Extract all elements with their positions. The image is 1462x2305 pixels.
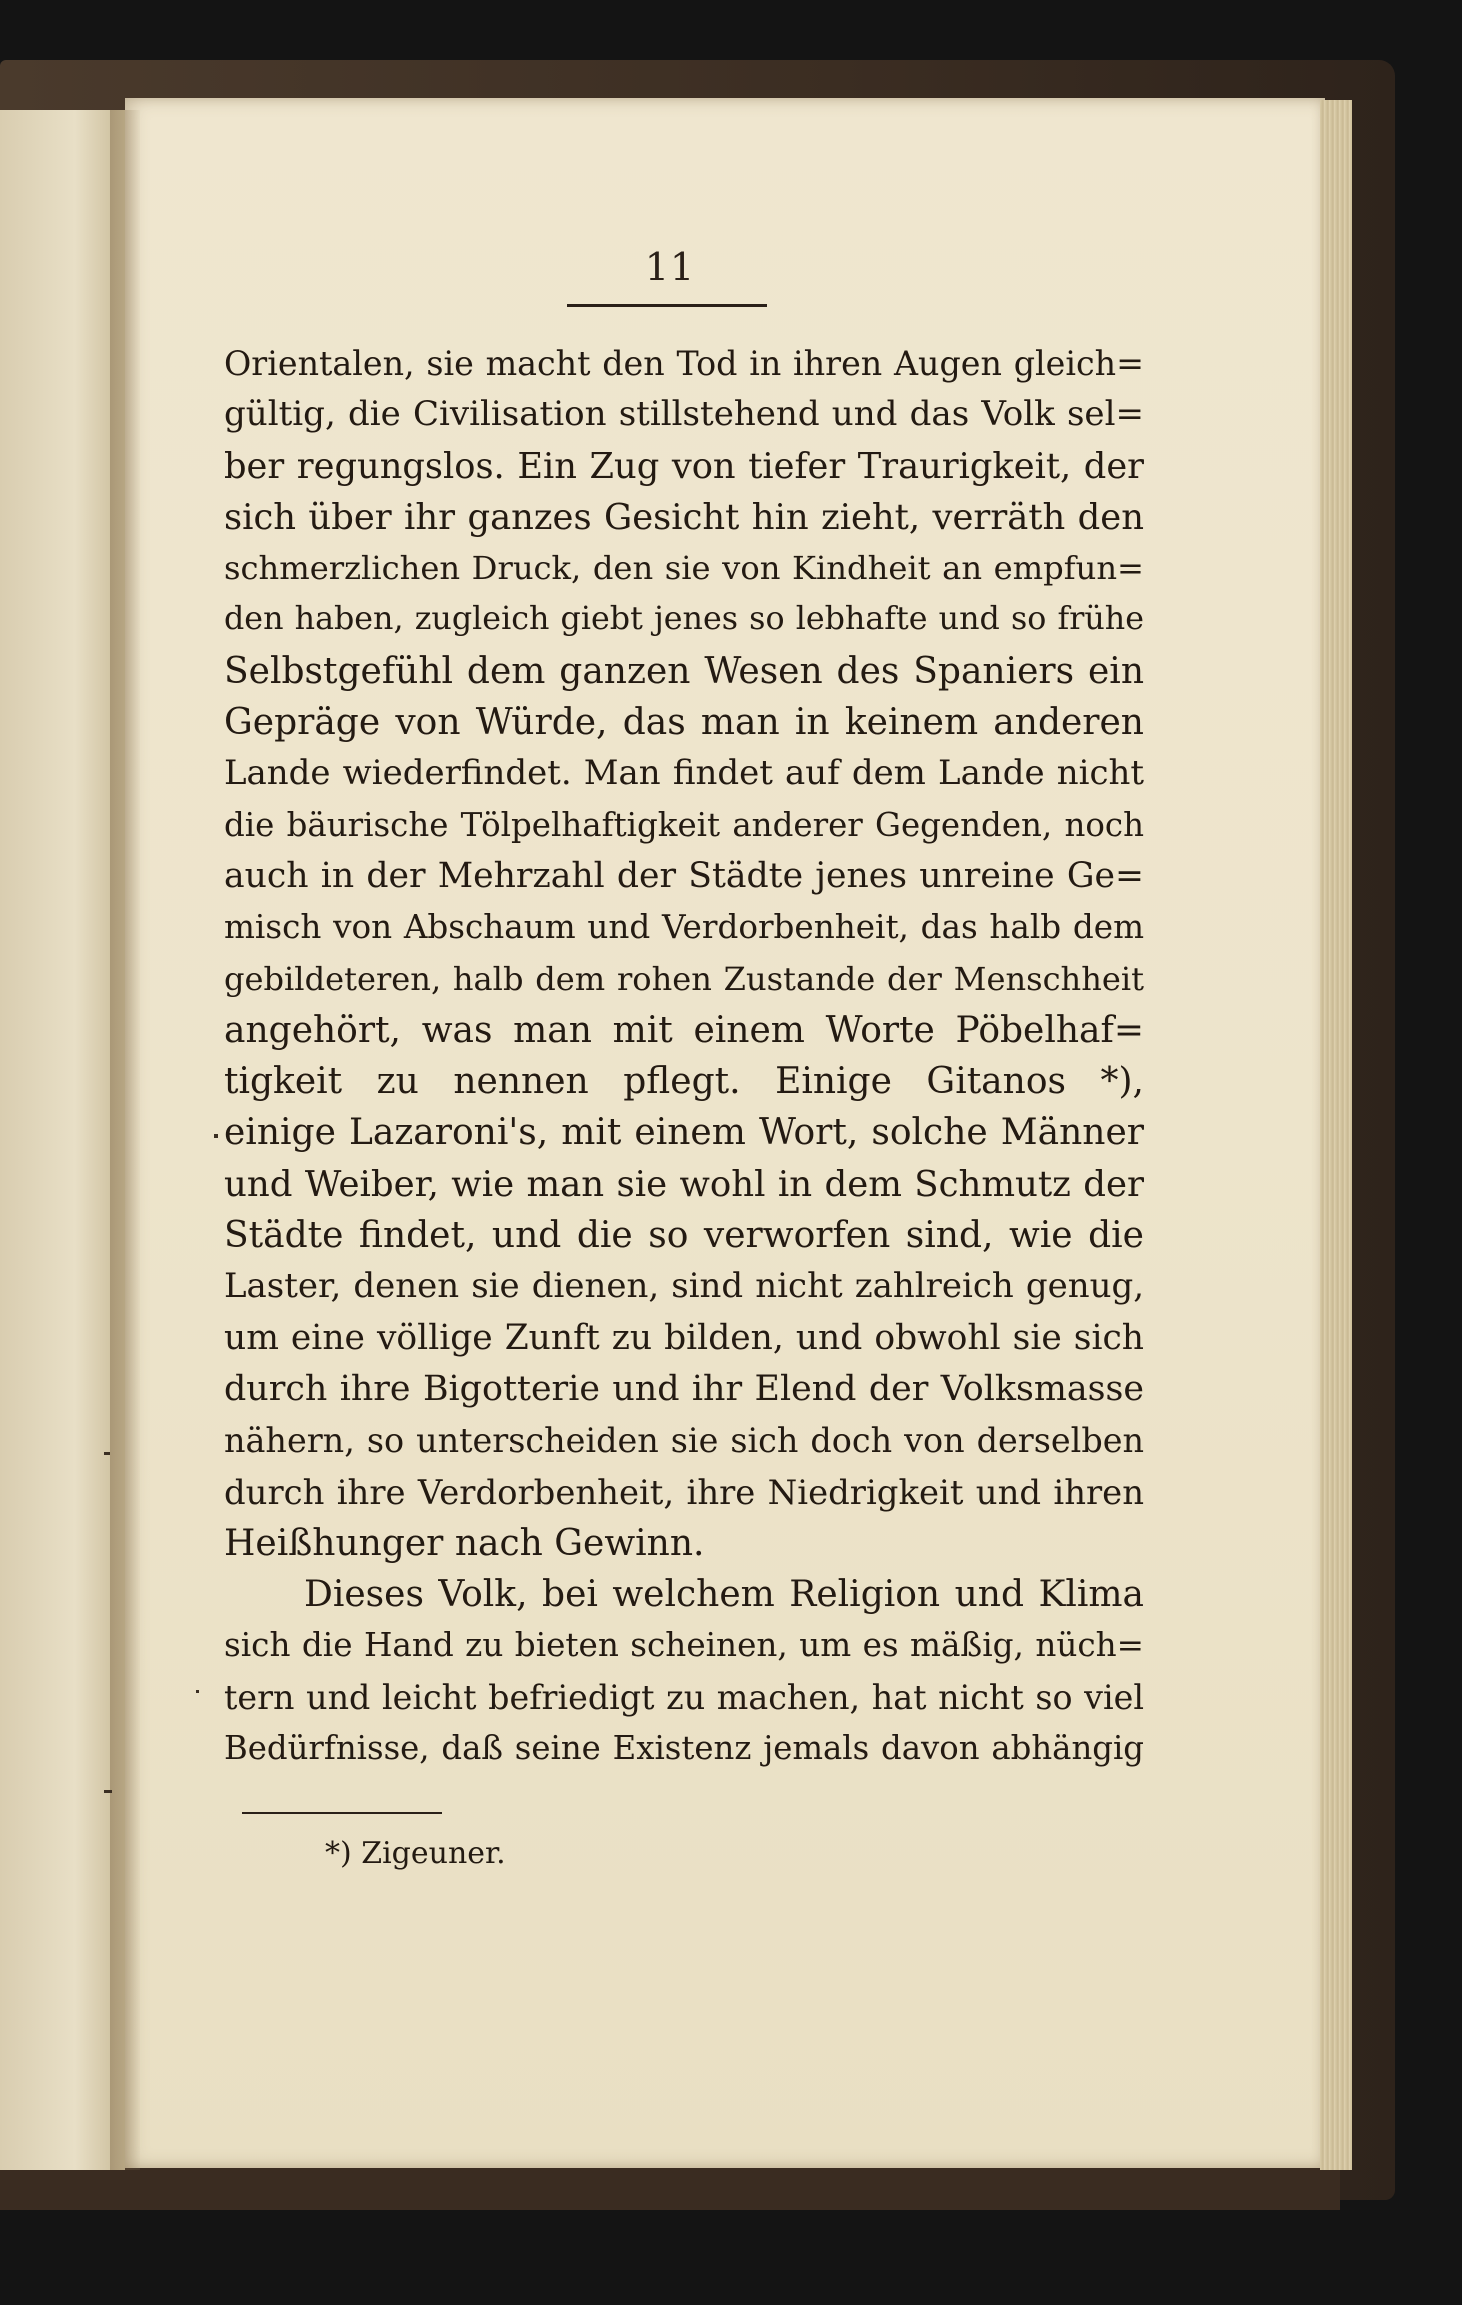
page-number: 11 bbox=[644, 245, 696, 289]
text-line: misch von Abschaum und Verdorbenheit, das halb dem bbox=[224, 908, 1144, 947]
margin-mark bbox=[214, 1134, 218, 1138]
text-line: tigkeit zu nennen pflegt. Einige Gitanos *), bbox=[224, 1061, 1144, 1103]
page-gutter bbox=[110, 110, 140, 2170]
text-line: sich über ihr ganzes Gesicht hin zieht, verräth den bbox=[224, 496, 1144, 538]
text-line: einige Lazaroni's, mit einem Wort, solche Männer bbox=[224, 1112, 1144, 1154]
header-rule bbox=[567, 304, 767, 307]
text-line: durch ihre Bigotterie und ihr Elend der Volksmasse bbox=[224, 1368, 1144, 1409]
text-line: Bedürfnisse, daß seine Existenz jemals davon abhängig bbox=[224, 1729, 1144, 1768]
text-line: nähern, so unterscheiden sie sich doch von derselben bbox=[224, 1421, 1144, 1461]
text-line: auch in der Mehrzahl der Städte jenes unreine Ge= bbox=[224, 855, 1144, 896]
margin-mark bbox=[196, 1690, 199, 1693]
text-line: angehört, was man mit einem Worte Pöbelhaf= bbox=[224, 1009, 1144, 1051]
text-line: tern und leicht befriedigt zu machen, hat nicht so viel bbox=[224, 1677, 1144, 1717]
page-stack-edge bbox=[1320, 100, 1352, 2170]
text-line: durch ihre Verdorbenheit, ihre Niedrigkeit und ihren bbox=[224, 1472, 1144, 1512]
text-line: ber regungslos. Ein Zug von tiefer Traurigkeit, der bbox=[224, 445, 1144, 487]
text-line: um eine völlige Zunft zu bilden, und obwohl sie sich bbox=[224, 1317, 1144, 1358]
text-line: schmerzlichen Druck, den sie von Kindheit an empfun= bbox=[224, 549, 1144, 588]
footnote: *) Zigeuner. bbox=[325, 1836, 506, 1871]
text-line: Orientalen, sie macht den Tod in ihren Augen gleich= bbox=[224, 344, 1144, 383]
left-page-edge bbox=[0, 110, 125, 2170]
text-line: gebildeteren, halb dem rohen Zustande der Menschheit bbox=[224, 959, 1144, 998]
body-text bbox=[224, 338, 1144, 1774]
text-line: Städte findet, und die so verworfen sind, wie die bbox=[224, 1215, 1144, 1257]
text-line: Heißhunger nach Gewinn. bbox=[224, 1522, 705, 1564]
text-line: Dieses Volk, bei welchem Religion und Klima bbox=[304, 1574, 1144, 1616]
footnote-rule bbox=[242, 1812, 442, 1814]
text-line: den haben, zugleich giebt jenes so lebhafte und so frühe bbox=[224, 601, 1144, 638]
text-line: die bäurische Tölpelhaftigkeit anderer Gegenden, noch bbox=[224, 805, 1144, 844]
margin-mark bbox=[104, 1790, 112, 1793]
text-line: Laster, denen sie dienen, sind nicht zahlreich genug, bbox=[224, 1266, 1144, 1307]
text-line: Gepräge von Würde, das man in keinem anderen bbox=[224, 702, 1144, 744]
text-line: Lande wiederfindet. Man findet auf dem Lande nicht bbox=[224, 753, 1144, 794]
text-line: sich die Hand zu bieten scheinen, um es mäßig, nüch= bbox=[224, 1626, 1144, 1665]
margin-mark bbox=[104, 1452, 110, 1455]
text-line: Selbstgefühl dem ganzen Wesen des Spaniers ein bbox=[224, 650, 1144, 692]
text-line: gültig, die Civilisation stillstehend und das Volk sel= bbox=[224, 394, 1144, 435]
text-line: und Weiber, wie man sie wohl in dem Schmutz der bbox=[224, 1163, 1144, 1205]
